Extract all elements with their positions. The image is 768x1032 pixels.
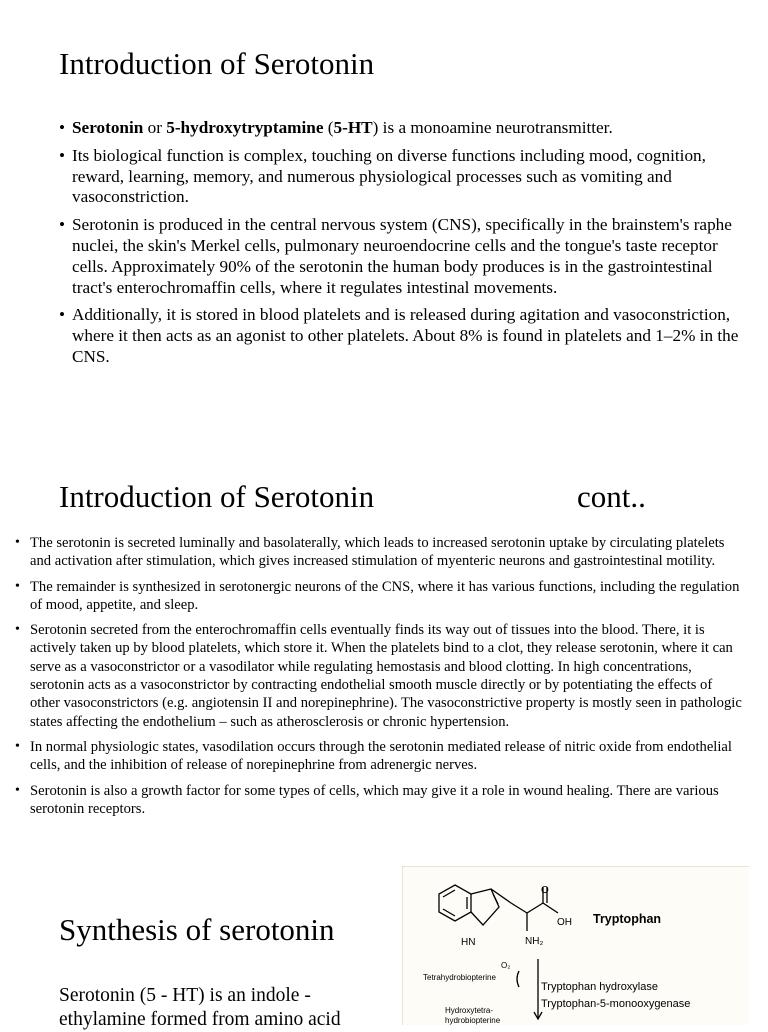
list-item: • Serotonin is produced in the central nervous system (CNS), specifically in the brainstem's raphe nuclei, the skin's Merkel cells, pulmonary neuroendocrine cells and the tongue's taste receptor cells. Approximately 90% of the serotonin the human body produces is in the gastrointestinal tract's enterochromaffin cells, where it regulates intestinal movements.: [59, 215, 755, 298]
text-or: or: [143, 118, 167, 137]
slide-1-bullet-list: [59, 118, 755, 375]
hydroxyl-label: OH: [557, 917, 572, 928]
term-5-ht: 5-HT: [333, 118, 373, 137]
tryptophan-structure-diagram: [403, 867, 749, 1025]
list-item: • The remainder is synthesized in serotonergic neurons of the CNS, where it has various functions, including the regulation of mood, appetite, and sleep.: [15, 578, 745, 615]
tryptophan-label: Tryptophan: [593, 912, 662, 926]
term-5-hydroxytryptamine: 5-hydroxytryptamine: [166, 118, 324, 137]
slide-1-title: Introduction of Serotonin: [59, 46, 375, 81]
text-rest: ) is a monoamine neurotransmitter.: [372, 118, 613, 137]
amino-group-label: NH₂: [525, 936, 544, 947]
list-item: • The serotonin is secreted luminally and basolaterally, which leads to increased serotonin uptake by circulating platelets and activation after stimulation, which gives increased stimulation of myenteric neurons and gastrointestinal motility.: [15, 534, 745, 571]
cofactor-out-label-2: hydrobiopterine: [445, 1016, 501, 1025]
slide-2-title: Introduction of Serotonin: [59, 479, 375, 514]
tryptophan-synthesis-figure: [402, 866, 749, 1025]
enzyme-tryptophan-5-monooxygenase: Tryptophan-5-monooxygenase: [541, 998, 691, 1010]
cofactor-out-label-1: Hydroxytetra-: [445, 1006, 494, 1015]
enzyme-tryptophan-hydroxylase: Tryptophan hydroxylase: [541, 981, 658, 993]
list-item: • Additionally, it is stored in blood platelets and is released during agitation and vasoconstriction, where it then acts as an agonist to other platelets. About 8% is found in platelets and 1–2% in the CNS.: [59, 305, 755, 367]
list-item: • Its biological function is complex, touching on diverse functions including mood, cognition, reward, learning, memory, and numerous physiological processes such as vomiting and vasoconstriction.: [59, 146, 732, 208]
text-open-paren: (: [323, 118, 334, 137]
slide-3-paragraph: Serotonin (5 - HT) is an indole - ethylamine formed from amino acid: [59, 985, 341, 1030]
amine-ring-label: HN: [461, 937, 476, 948]
list-item: • Serotonin is also a growth factor for some types of cells, which may give it a role in wound healing. There are various serotonin receptors.: [15, 782, 745, 819]
oxygen-label: O: [541, 885, 549, 896]
cofactor-in-label: Tetrahydrobiopterine: [423, 973, 496, 982]
slide-2-bullet-list: [15, 534, 745, 825]
slide-2-cont-label: cont..: [577, 479, 646, 514]
list-item: • In normal physiologic states, vasodilation occurs through the serotonin mediated release of nitric oxide from endothelial cells, and the inhibition of release of norepinephrine from adrenergic nerves.: [15, 738, 745, 775]
term-serotonin: Serotonin: [72, 118, 144, 137]
list-item: [59, 118, 755, 139]
slide-3-title: Synthesis of serotonin: [59, 912, 335, 947]
oxygen-molecule-label: O₂: [501, 961, 511, 970]
list-item: • Serotonin secreted from the enterochromaffin cells eventually finds its way out of tissues into the blood. There, it is actively taken up by blood platelets, which store it. When the platelets bind to a clot, they release serotonin, where it can serve as a vasoconstrictor or a vasodilator while regulating hemostasis and blood clotting. In high concentrations, serotonin acts as a vasoconstrictor by contracting endothelial smooth muscle directly or by potentiating the effects of other vasoconstrictors (e.g. angiotensin II and norepinephrine). The vasoconstrictive property is mostly seen in pathologic states affecting the endothelium – such as atherosclerosis or chronic hypertension.: [15, 621, 745, 731]
